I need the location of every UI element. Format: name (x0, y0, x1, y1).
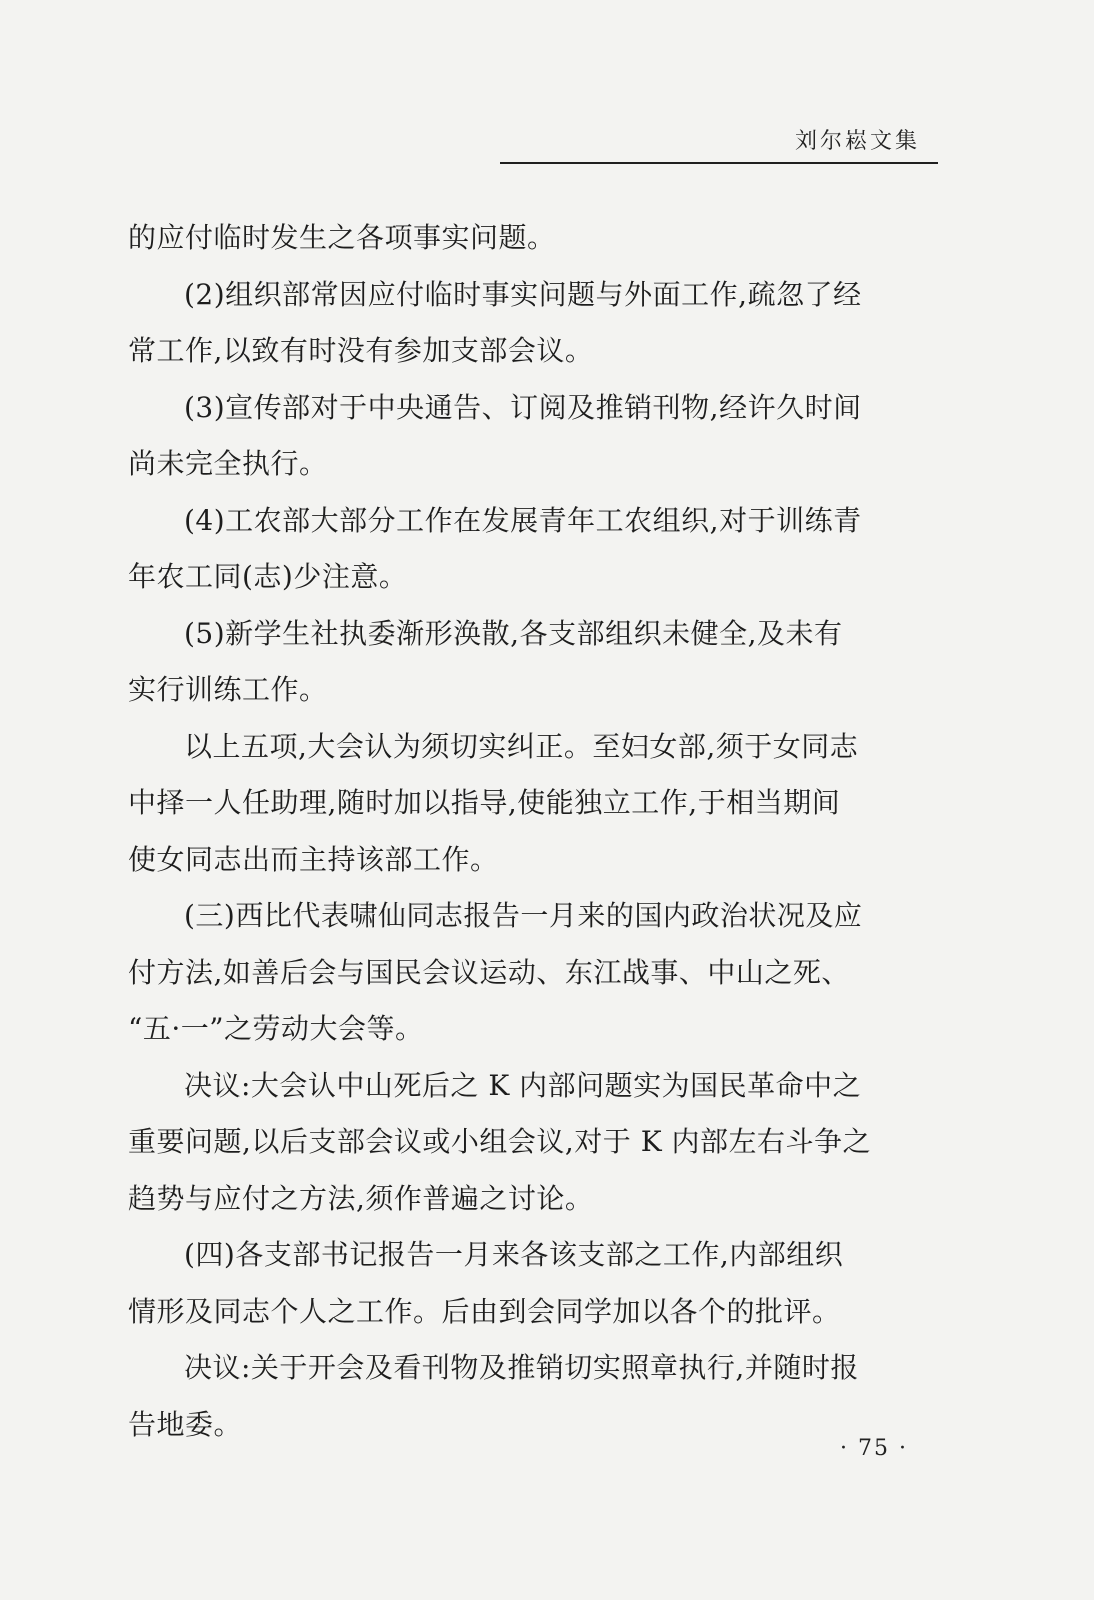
paragraph: 以上五项,大会认为须切实纠正。至妇女部,须于女同志 中择一人任助理,随时加以指导,使能独立工作,于相当期间 使女同志出而主持该部工作。 (128, 729, 859, 876)
paragraph: (四)各支部书记报告一月来各该支部之工作,内部组织 情形及同志个人之工作。后由到会同学加以各个的批评。 (128, 1238, 844, 1328)
paragraph: (3)宣传部对于中央通告、订阅及推销刊物,经许久时间 尚未完全执行。 (128, 390, 862, 480)
book-title: 刘尔崧文集 (794, 129, 920, 154)
page-body (128, 210, 940, 1453)
paragraph: (5)新学生社执委渐形涣散,各支部组织未健全,及未有 实行训练工作。 (128, 616, 843, 706)
running-header (500, 118, 938, 164)
paragraph: 决议:关于开会及看刊物及推销切实照章执行,并随时报 告地委。 (128, 1351, 859, 1441)
paragraph: (4)工农部大部分工作在发展青年工农组织,对于训练青 年农工同(志)少注意。 (128, 503, 862, 593)
paragraph: 决议:大会认中山死后之 K 内部问题实为国民革命中之 重要问题,以后支部会议或小组会议,对于 K 内部左右斗争之 趋势与应付之方法,须作普遍之讨论。 (128, 1068, 872, 1215)
paragraph: (三)西比代表啸仙同志报告一月来的国内政治状况及应 付方法,如善后会与国民会议运动、东江战事、中山之死、 “五·一”之劳动大会等。 (128, 899, 863, 1045)
page-number: · 75 · (840, 1436, 908, 1461)
paragraph: 的应付临时发生之各项事实问题。 (128, 221, 556, 254)
paragraph: (2)组织部常因应付临时事实问题与外面工作,疏忽了经 常工作,以致有时没有参加支部会议。 (128, 277, 862, 367)
